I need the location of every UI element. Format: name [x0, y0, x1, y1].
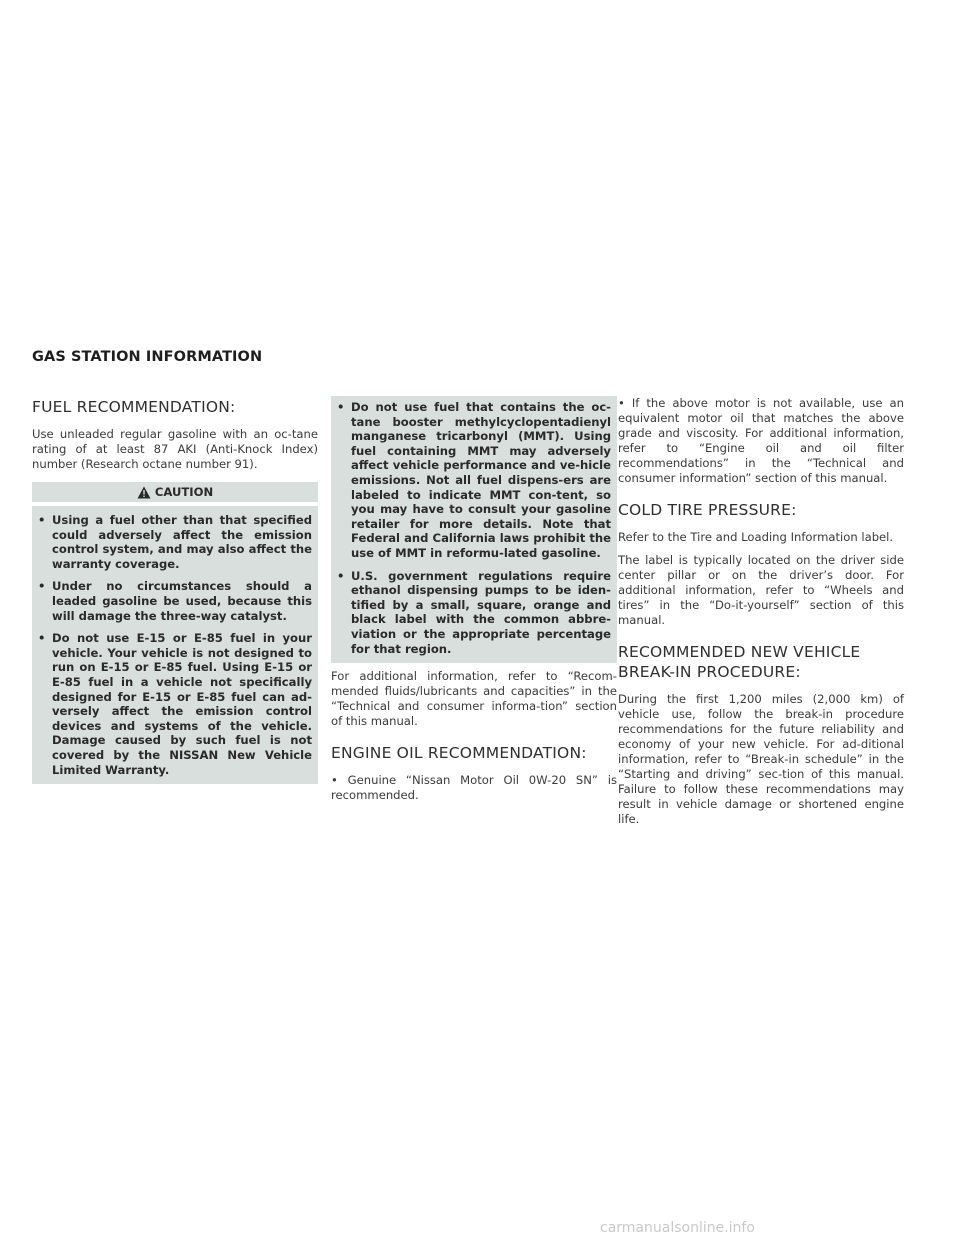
- section-title: GAS STATION INFORMATION: [32, 349, 263, 365]
- caution-item: • Do not use E-15 or E-85 fuel in your vehicle. Your vehicle is not designed to run on E-15 or E-85 fuel. Using E-15 or E-85 fuel in a vehicle not specifically designed for E-15 or E-85 fuel can ad-versely affect the emission control devices and systems of the vehicle. Damage caused by such fuel is not covered by the NISSAN New Vehicle Limited Warranty.: [38, 631, 312, 777]
- engine-oil-item-1: • Genuine “Nissan Motor Oil 0W-20 SN” is recommended.: [331, 773, 617, 803]
- break-in-text: During the first 1,200 miles (2,000 km) of vehicle use, follow the break-in procedure recommendations for the future reliability and economy of your new vehicle. For ad-ditional information, refer to “Break-in schedule” in the “Starting and driving” sec-tion of this manual. Failure to follow these recommendations may result in vehicle damage or shortened engine life.: [618, 692, 904, 826]
- fuel-recommendation-text: Use unleaded regular gasoline with an oc-tane rating of at least 87 AKI (Anti-Knock Index) number (Research octane number 91).: [32, 427, 318, 471]
- break-in-heading: RECOMMENDED NEW VEHICLE BREAK-IN PROCEDURE:: [618, 643, 861, 681]
- watermark: carmanualsonline.info: [600, 1220, 755, 1236]
- warning-triangle-icon: [137, 486, 151, 499]
- caution-box: [32, 506, 318, 784]
- column-middle: [331, 396, 617, 811]
- cold-tire-pressure-heading: COLD TIRE PRESSURE:: [618, 501, 797, 519]
- engine-oil-heading: ENGINE OIL RECOMMENDATION:: [331, 744, 587, 763]
- caution-item: • U.S. government regulations require ethanol dispensing pumps to be iden-tified by a small, square, orange and black label with the common abbre-viation or the appropriate percentage for that region.: [337, 568, 611, 656]
- cold-tire-pressure-text-2: The label is typically located on the driver side center pillar or on the driver’s door. For additional information, refer to “Wheels and tires” in the “Do-it-yourself” section of this manual.: [618, 553, 904, 627]
- caution-box-continued: [331, 396, 617, 663]
- column-left: [32, 397, 318, 784]
- engine-oil-item-2: • If the above motor is not available, use an equivalent motor oil that matches the above grade and viscosity. For additional information, refer to “Engine oil and oil filter recommendations” in the “Technical and consumer information” section of this manual.: [618, 396, 904, 485]
- caution-header: [32, 482, 318, 502]
- column-right: [618, 396, 904, 835]
- cold-tire-pressure-text-1: Refer to the Tire and Loading Information label.: [618, 530, 894, 544]
- caution-label: CAUTION: [154, 485, 214, 499]
- caution-item: • Using a fuel other than that specified could adversely affect the emission control system, and may also affect the warranty coverage.: [38, 513, 312, 571]
- fuel-recommendation-heading: FUEL RECOMMENDATION:: [32, 398, 236, 416]
- caution-item: • Under no circumstances should a leaded gasoline be used, because this will damage the three-way catalyst.: [38, 579, 312, 623]
- fuel-additional-info: For additional information, refer to “Recom-mended fluids/lubricants and capacities” in the “Technical and consumer informa-tion” section of this manual.: [331, 669, 617, 729]
- caution-item: • Do not use fuel that contains the oc-tane booster methylcyclopentadienyl manganese tricarbonyl (MMT). Using fuel containing MMT may adversely affect vehicle performance and ve-hicle emissions. Not all fuel dispens-ers are labeled to indicate MMT con-tent, so you may have to consult your gasoline retailer for more details. Note that Federal and California laws prohibit the use of MMT in reformu-lated gasoline.: [337, 400, 611, 560]
